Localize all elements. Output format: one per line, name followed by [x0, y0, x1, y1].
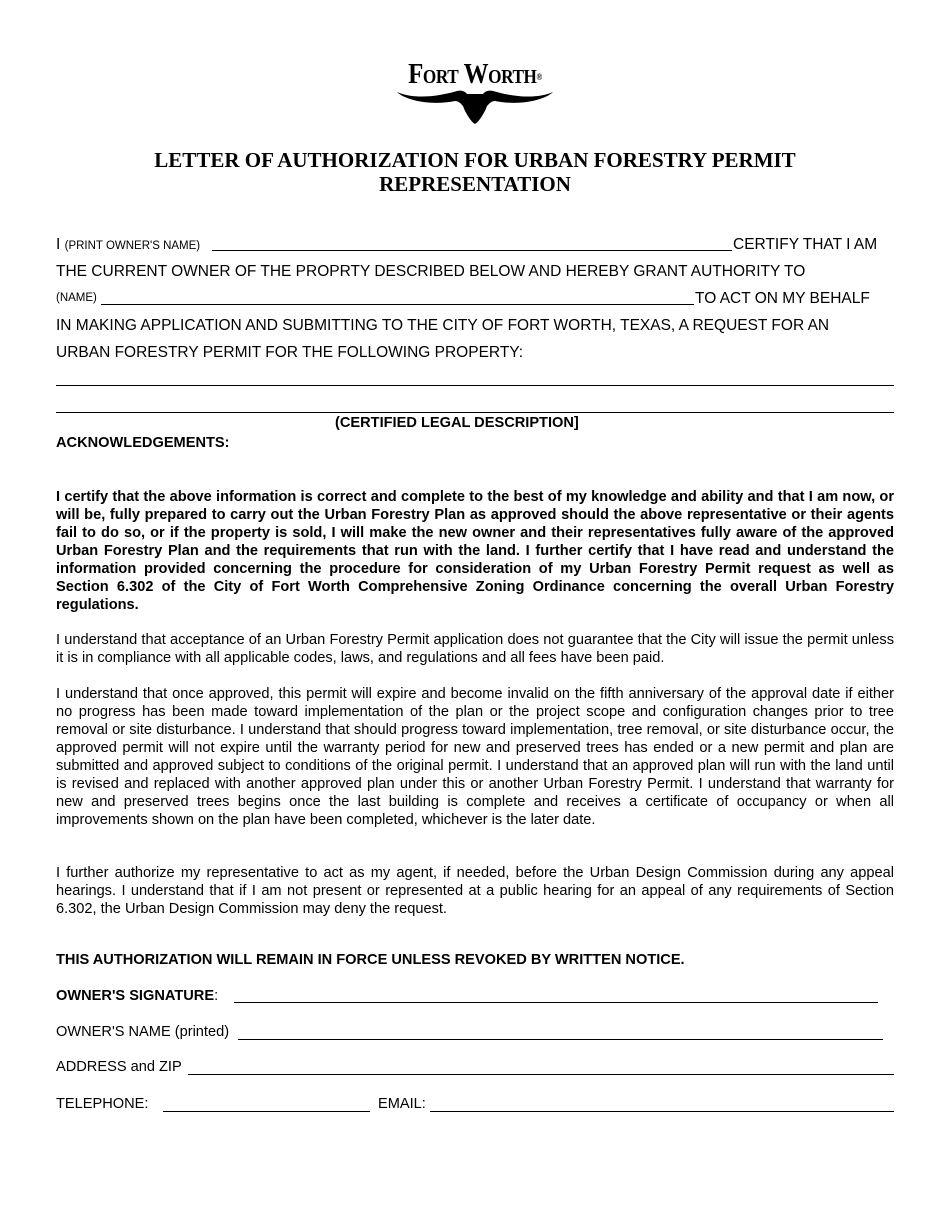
legal-description-label: (CERTIFIED LEGAL DESCRIPTION] [335, 415, 579, 431]
representative-name-input-line[interactable] [101, 304, 694, 305]
acknowledgements-heading: ACKNOWLEDGEMENTS: [56, 435, 230, 451]
title-line-2: REPRESENTATION [379, 172, 571, 196]
owner-signature-colon: : [214, 988, 219, 1004]
owner-signature-input-line[interactable] [234, 1002, 878, 1003]
telephone-label: TELEPHONE: [56, 1096, 149, 1112]
force-notice: THIS AUTHORIZATION WILL REMAIN IN FORCE UNLESS REVOKED BY WRITTEN NOTICE. [56, 952, 685, 968]
logo-name: Fort Worth [408, 58, 537, 90]
legal-description-line-1[interactable] [56, 385, 894, 386]
application-line-1: IN MAKING APPLICATION AND SUBMITTING TO THE CITY OF FORT WORTH, TEXAS, A REQUEST FOR AN [56, 317, 830, 334]
act-on-behalf-text: TO ACT ON MY BEHALF [695, 290, 870, 307]
certify-text: CERTIFY THAT I AM [733, 236, 878, 253]
representative-name-label: (NAME) [56, 292, 97, 304]
legal-description-line-2[interactable] [56, 412, 894, 413]
logo-registered-mark: ® [536, 72, 542, 82]
address-zip-label: ADDRESS and ZIP [56, 1059, 182, 1075]
page-title [100, 148, 850, 196]
email-label: EMAIL: [378, 1096, 426, 1112]
owner-name-printed-label: OWNER'S NAME (printed) [56, 1024, 230, 1040]
owner-statement: THE CURRENT OWNER OF THE PROPRTY DESCRIBED BELOW AND HEREBY GRANT AUTHORITY TO [56, 263, 806, 280]
owner-line-prefix [56, 236, 200, 254]
expiration-paragraph: I understand that once approved, this permit will expire and become invalid on the fifth anniversary of the approval date if either no progress has been made toward implementation of the plan or the project scope and configuration changes prior to tree removal or site disturbance. I understand that should progress toward implementation, tree removal, or site disturbance occur, the approved permit will not expire until the warranty period for new and preserved trees has ended or a new permit and plan are submitted and approved subject to conditions of the original permit. I understand that an approved plan will run with the land until is revised and replaced with another approved plan under this or another Urban Forestry Permit. I understand that warranty for new and preserved trees begins once the last building is complete and receives a certificate of occupancy or when all improvements shown on the plan have been completed, whichever is the later date. [56, 686, 894, 828]
owner-name-input-line[interactable] [212, 250, 732, 251]
owner-signature-label: OWNER'S SIGNATURE [56, 988, 215, 1004]
longhorn-logo-icon [395, 86, 555, 126]
title-line-1: LETTER OF AUTHORIZATION FOR URBAN FORESTRY PERMIT [154, 148, 796, 172]
owner-name-label: (PRINT OWNER'S NAME) [64, 240, 201, 252]
application-line-2: URBAN FORESTRY PERMIT FOR THE FOLLOWING PROPERTY: [56, 344, 524, 361]
owner-name-printed-input-line[interactable] [238, 1039, 883, 1040]
address-zip-input-line[interactable] [188, 1074, 894, 1075]
telephone-input-line[interactable] [163, 1111, 370, 1112]
email-input-line[interactable] [430, 1111, 894, 1112]
owner-line-i: I [56, 236, 61, 253]
owner-signature-label-wrap [56, 988, 218, 1004]
acceptance-paragraph: I understand that acceptance of an Urban Forestry Permit application does not guarantee that the City will issue the permit unless it is in compliance with all applicable codes, laws, and regulations and all fees have been paid. [56, 632, 894, 666]
certify-paragraph: I certify that the above information is correct and complete to the best of my knowledge and ability and that I am now, or will be, fully prepared to carry out the Urban Forestry Plan as approved should the above representative or their agents fail to do so, or if the property is sold, I will make the new owner and their representatives fully aware of the approved Urban Forestry Plan and the requirements that run with the land. I further certify that I have read and understand the information provided concerning the procedure for consideration of my Urban Forestry Permit request as well as Section 6.302 of the City of Fort Worth Comprehensive Zoning Ordinance concerning the overall Urban Forestry regulations. [56, 489, 894, 613]
representative-paragraph: I further authorize my representative to act as my agent, if needed, before the Urban Design Commission during any appeal hearings. I understand that if I am not present or represented at a public hearing for an appeal of any requirements of Section 6.302, the Urban Design Commission may deny the request. [56, 865, 894, 917]
